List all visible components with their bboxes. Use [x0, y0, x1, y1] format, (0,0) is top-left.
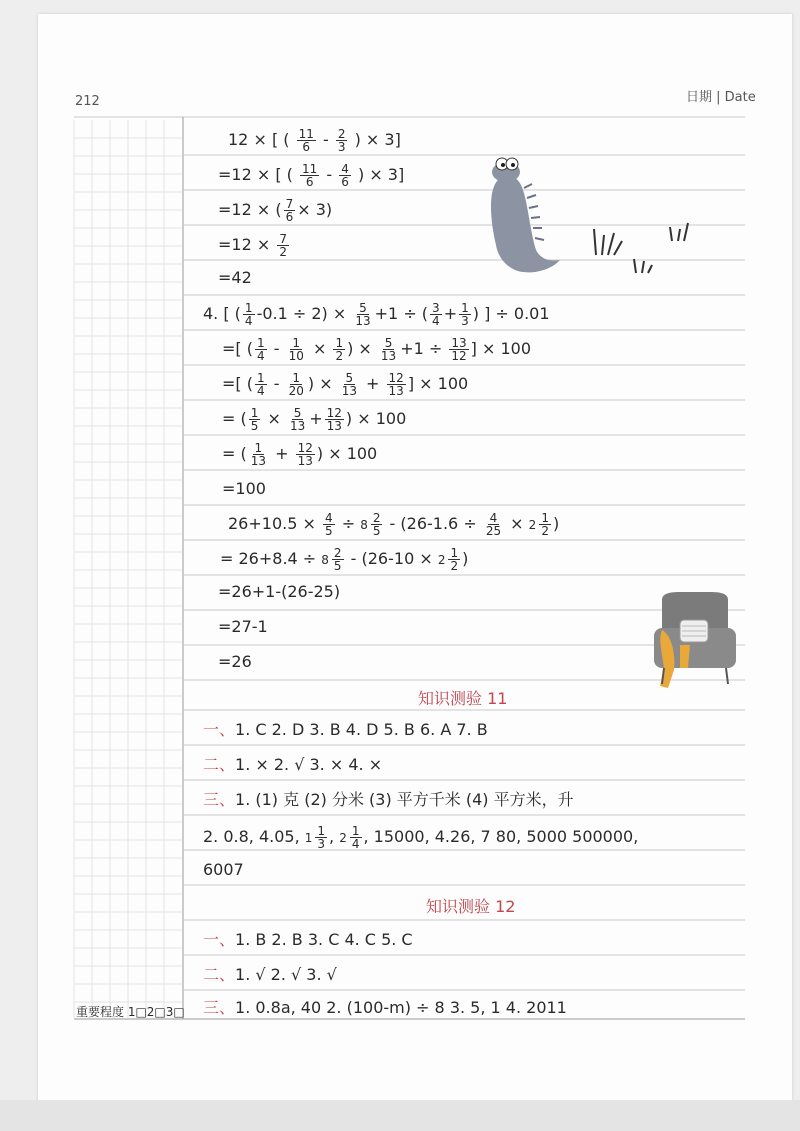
- calc1-line1: 12 × [ ( $\frac{11}{6}$ - $\frac{2}{3}$ ) × 3]: [228, 127, 401, 154]
- test12-row1: 一、1. B 2. B 3. C 4. C 5. C: [203, 930, 413, 949]
- fraction: $\frac{1}{2}$: [335, 336, 344, 363]
- test12-row2: 二、1. √ 2. √ 3. √: [203, 965, 337, 984]
- mixed-number: 2 $\frac{1}{2}$: [528, 511, 549, 538]
- calc2-line4: = ( $\frac{1}{5}$ × $\frac{5}{13}$ + $\frac{12}{13}$ ) × 100: [222, 406, 407, 433]
- fraction: $\frac{1}{4}$: [244, 301, 253, 328]
- calc2-line3: =[ ( $\frac{1}{4}$ - $\frac{1}{20}$ ) × $\frac{5}{13}$ + $\frac{12}{13}$ ] × 100: [222, 371, 469, 398]
- date-label: 日期 | Date: [686, 90, 756, 105]
- test12-title: 知识测验 12: [426, 897, 516, 916]
- fraction: $\frac{5}{13}$: [289, 406, 306, 433]
- test11-row1: 一、1. C 2. D 3. B 4. D 5. B 6. A 7. B: [203, 720, 488, 739]
- calc2-line1: 4. [ ( $\frac{1}{4}$ -0.1 ÷ 2) × $\frac{5}{13}$ +1 ÷ ( $\frac{3}{4}$ + $\frac{1}{3}$ ) ] ÷ 0.01: [203, 301, 550, 328]
- fraction: $\frac{12}{13}$: [326, 406, 342, 433]
- test11-title: 知识测验 11: [418, 689, 508, 708]
- test11-row5: 6007: [203, 860, 244, 879]
- fraction: $\frac{7}{6}$: [285, 197, 294, 224]
- importance-label: 重要程度 1□2□3□: [76, 1005, 185, 1019]
- calc2-line2: =[ ( $\frac{1}{4}$ - $\frac{1}{10}$ × $\frac{1}{2}$ ) × $\frac{5}{13}$ +1 ÷ $\frac{13}{12}$ ] × 100: [222, 336, 531, 363]
- fraction: $\frac{1}{3}$: [461, 301, 469, 328]
- fraction: $\frac{1}{4}$: [256, 371, 265, 398]
- fraction: $\frac{1}{4}$: [256, 336, 265, 363]
- fraction: $\frac{1}{20}$: [288, 371, 304, 398]
- fraction: $\frac{1}{13}$: [250, 441, 267, 468]
- fraction: $\frac{4}{5}$: [324, 511, 333, 538]
- test11-row3: 三、1. (1) 克 (2) 分米 (3) 平方千米 (4) 平方米，升: [203, 790, 574, 809]
- calc3-line2: = 26+8.4 ÷ 8 $\frac{2}{5}$ - (26-10 × 2 $\frac{1}{2}$ ): [220, 546, 469, 573]
- fraction: $\frac{4}{6}$: [341, 162, 349, 189]
- fraction: $\frac{5}{13}$: [380, 336, 397, 363]
- fraction: $\frac{5}{13}$: [341, 371, 357, 398]
- armchair-illustration: [650, 590, 740, 690]
- fraction: $\frac{11}{6}$: [298, 127, 314, 154]
- mixed-number: 2 $\frac{1}{4}$: [339, 824, 360, 851]
- calc3-line3: =26+1-(26-25): [218, 582, 341, 601]
- mixed-number: 1 $\frac{1}{3}$: [304, 824, 326, 851]
- calc3-line5: =26: [218, 652, 252, 671]
- calc1-line3: =12 × ( $\frac{7}{6}$ × 3): [218, 197, 333, 224]
- fraction: $\frac{5}{13}$: [355, 301, 371, 328]
- grass-illustration: [588, 215, 698, 275]
- calc1-line2: =12 × [ ( $\frac{11}{6}$ - $\frac{4}{6}$ ) × 3]: [218, 162, 405, 189]
- mixed-number: 8 $\frac{2}{5}$: [360, 511, 381, 538]
- calc3-line1: 26+10.5 × $\frac{4}{5}$ ÷ 8 $\frac{2}{5}$ - (26-1.6 ÷ $\frac{4}{25}$ × 2 $\frac{1}{2}$ ): [228, 511, 560, 538]
- calc1-line5: =42: [218, 268, 252, 287]
- fraction: $\frac{12}{13}$: [297, 441, 313, 468]
- calc2-line6: =100: [222, 479, 266, 498]
- fraction: $\frac{7}{2}$: [279, 232, 287, 259]
- calc1-line4: =12 × $\frac{7}{2}$: [218, 232, 287, 259]
- test11-row2: 二、1. × 2. √ 3. × 4. ×: [203, 755, 383, 774]
- fraction: $\frac{2}{3}$: [337, 127, 346, 154]
- fraction: $\frac{1}{5}$: [250, 406, 259, 433]
- fraction: $\frac{12}{13}$: [388, 371, 404, 398]
- fraction: $\frac{13}{12}$: [451, 336, 467, 363]
- mixed-number: 8 $\frac{2}{5}$: [321, 546, 342, 573]
- fraction: $\frac{3}{4}$: [432, 301, 440, 328]
- mixed-number: 2 $\frac{1}{2}$: [437, 546, 459, 573]
- dinosaur-illustration: [478, 150, 568, 280]
- calc3-line4: =27-1: [218, 617, 268, 636]
- test12-row3: 三、1. 0.8a, 40 2. (100-m) ÷ 8 3. 5, 1 4. 2011: [203, 998, 567, 1017]
- calc2-line5: = ( $\frac{1}{13}$ + $\frac{12}{13}$ ) × 100: [222, 441, 378, 468]
- fraction: $\frac{11}{6}$: [302, 162, 318, 189]
- fraction: $\frac{4}{25}$: [485, 511, 502, 538]
- page-number: 212: [75, 94, 100, 109]
- test11-row4: 2. 0.8, 4.05, 1 $\frac{1}{3}$ , 2 $\frac{1}{4}$ , 15000, 4.26, 7 80, 5000 500000,: [203, 824, 639, 851]
- page-bottom-edge: [0, 1100, 800, 1131]
- fraction: $\frac{1}{10}$: [288, 336, 304, 363]
